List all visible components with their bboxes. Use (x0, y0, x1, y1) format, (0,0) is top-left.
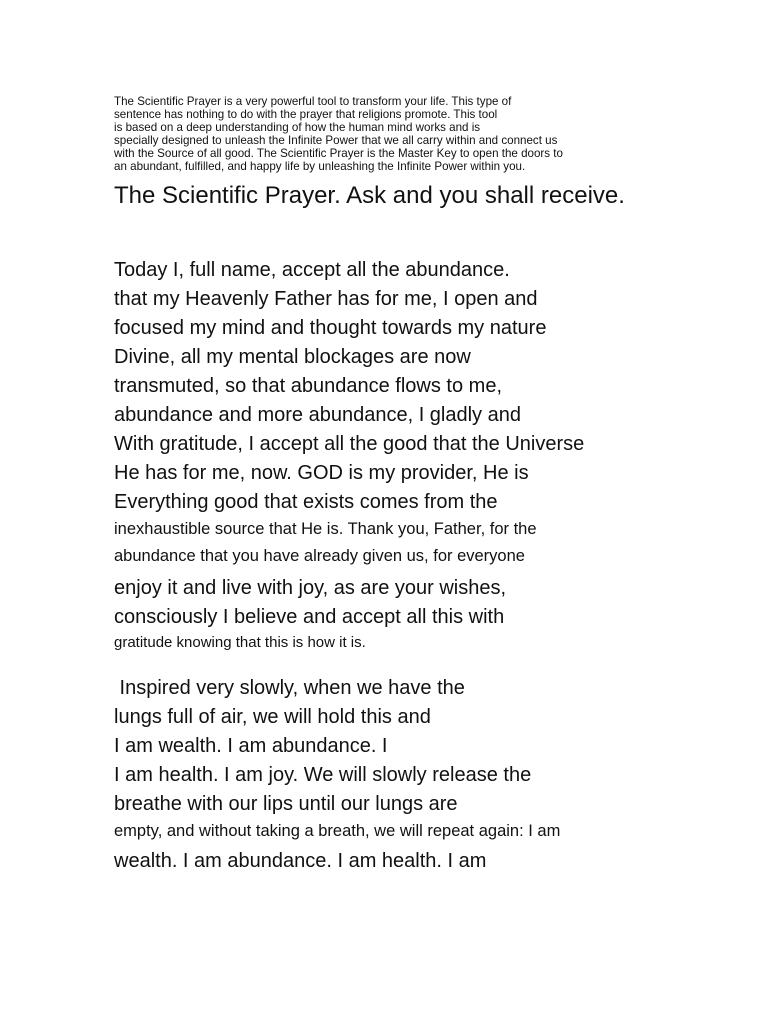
intro-line: specially designed to unleash the Infinite Power that we all carry within and connect us (114, 134, 558, 147)
breathing-line: wealth. I am abundance. I am health. I am (114, 850, 487, 872)
prayer-line: Today I, full name, accept all the abundance. (114, 259, 510, 281)
breathing-line: I am wealth. I am abundance. I (114, 735, 388, 757)
breathing-line: I am health. I am joy. We will slowly release the (114, 764, 532, 786)
intro-line: an abundant, fulfilled, and happy life by unleashing the Infinite Power within you. (114, 160, 526, 173)
prayer-line: abundance that you have already given us, for everyone (114, 547, 525, 565)
page-title: The Scientific Prayer. Ask and you shall receive. (114, 182, 625, 209)
intro-line: The Scientific Prayer is a very powerful tool to transform your life. This type of (114, 95, 512, 108)
breathing-line: empty, and without taking a breath, we will repeat again: I am (114, 822, 561, 840)
prayer-line: gratitude knowing that this is how it is. (114, 634, 366, 651)
intro-line: sentence has nothing to do with the prayer that religions promote. This tool (114, 108, 498, 121)
prayer-line: focused my mind and thought towards my nature (114, 317, 547, 339)
breathing-line: lungs full of air, we will hold this and (114, 706, 431, 728)
breathing-line: breathe with our lips until our lungs are (114, 793, 458, 815)
prayer-line: abundance and more abundance, I gladly and (114, 404, 521, 426)
prayer-line: consciously I believe and accept all this with (114, 606, 505, 628)
prayer-line: enjoy it and live with joy, as are your wishes, (114, 577, 507, 599)
prayer-line: Divine, all my mental blockages are now (114, 346, 471, 368)
prayer-line: Everything good that exists comes from the (114, 491, 498, 513)
prayer-line: inexhaustible source that He is. Thank you, Father, for the (114, 520, 537, 538)
intro-line: is based on a deep understanding of how the human mind works and is (114, 121, 481, 134)
prayer-line: that my Heavenly Father has for me, I open and (114, 288, 538, 310)
breathing-line: Inspired very slowly, when we have the (114, 677, 465, 699)
intro-line: with the Source of all good. The Scientific Prayer is the Master Key to open the doors to (114, 147, 563, 160)
prayer-line: transmuted, so that abundance flows to me, (114, 375, 502, 397)
prayer-line: He has for me, now. GOD is my provider, He is (114, 462, 529, 484)
prayer-line: With gratitude, I accept all the good that the Universe (114, 433, 585, 455)
